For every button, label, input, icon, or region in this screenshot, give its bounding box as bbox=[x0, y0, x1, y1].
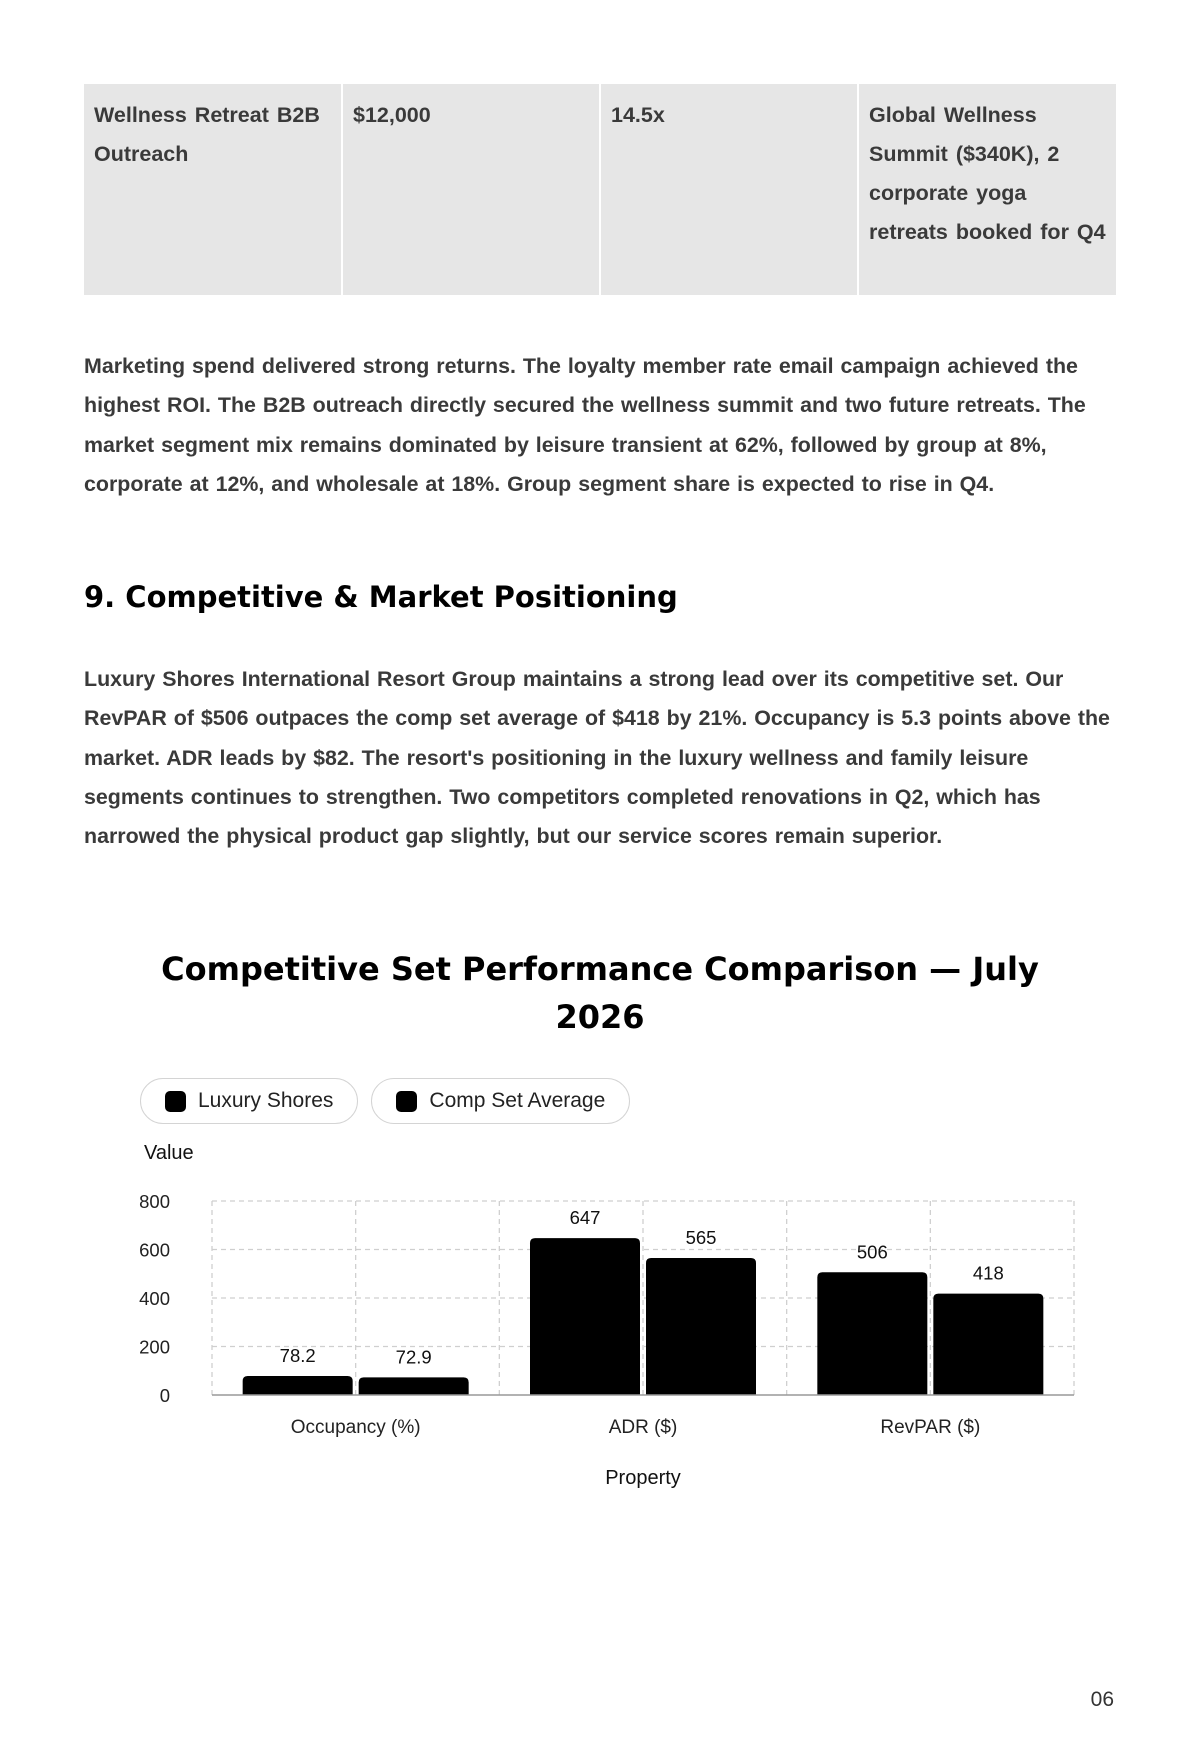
section-heading: 9. Competitive & Market Positioning bbox=[84, 580, 678, 614]
legend-label: Luxury Shores bbox=[198, 1089, 334, 1112]
bar-value-label: 78.2 bbox=[279, 1345, 316, 1367]
bar-luxury-shores bbox=[530, 1238, 640, 1395]
table-cell-initiative: Wellness Retreat B2B Outreach bbox=[84, 84, 342, 295]
y-tick-label: 800 bbox=[139, 1191, 170, 1212]
competitive-paragraph: Luxury Shores International Resort Group maintains a strong lead over its competitive set. Our RevPAR of $506 outpaces the comp set average of $418 by 21%. Occupancy is 5.3 points above the market. ADR leads by $82. The resort's positioning in the luxury wellness and family leisure segments continues to strengthen. Two competitors completed renovations in Q2, which has narrowed the physical product gap slightly, but our service scores remain superior. bbox=[84, 667, 1110, 849]
bar-comp-set-average bbox=[933, 1294, 1043, 1395]
bar-luxury-shores bbox=[243, 1376, 353, 1395]
bar-value-label: 418 bbox=[972, 1262, 1004, 1284]
table-cell-result: Global Wellness Summit ($340K), 2 corporate yoga retreats booked for Q4 bbox=[858, 84, 1116, 295]
chart-title: Competitive Set Performance Comparison — July 2026 bbox=[161, 950, 1039, 1036]
x-axis-title: Property bbox=[605, 1467, 681, 1489]
table-cell-roi: 14.5x bbox=[600, 84, 858, 295]
bar-comp-set-average bbox=[359, 1377, 469, 1395]
bar-value-label: 72.9 bbox=[395, 1346, 432, 1368]
page-number: 06 bbox=[1090, 1688, 1114, 1711]
x-tick-label: ADR ($) bbox=[608, 1417, 678, 1438]
bar-luxury-shores bbox=[817, 1272, 927, 1395]
bar-value-label: 506 bbox=[856, 1241, 888, 1263]
marketing-paragraph: Marketing spend delivered strong returns. The loyalty member rate email campaign achieved the highest ROI. The B2B outreach directly secured the wellness summit and two future retreats. The market segment mix remains dominated by leisure transient at 62%, followed by group at 8%, corporate at 12%, and wholesale at 18%. Group segment share is expected to rise in Q4. bbox=[84, 354, 1086, 496]
legend-label: Comp Set Average bbox=[429, 1089, 606, 1112]
bar-value-label: 565 bbox=[685, 1226, 717, 1248]
y-tick-label: 400 bbox=[139, 1288, 170, 1309]
y-tick-label: 0 bbox=[159, 1385, 170, 1406]
y-axis-title: Value bbox=[144, 1142, 194, 1164]
y-tick-label: 200 bbox=[139, 1336, 170, 1358]
bar-value-label: 647 bbox=[569, 1207, 601, 1229]
y-tick-label: 600 bbox=[139, 1239, 170, 1261]
bar-comp-set-average bbox=[646, 1258, 756, 1395]
table-cell-spend: $12,000 bbox=[342, 84, 600, 295]
x-tick-label: RevPAR ($) bbox=[880, 1417, 981, 1438]
x-tick-label: Occupancy (%) bbox=[290, 1417, 421, 1438]
